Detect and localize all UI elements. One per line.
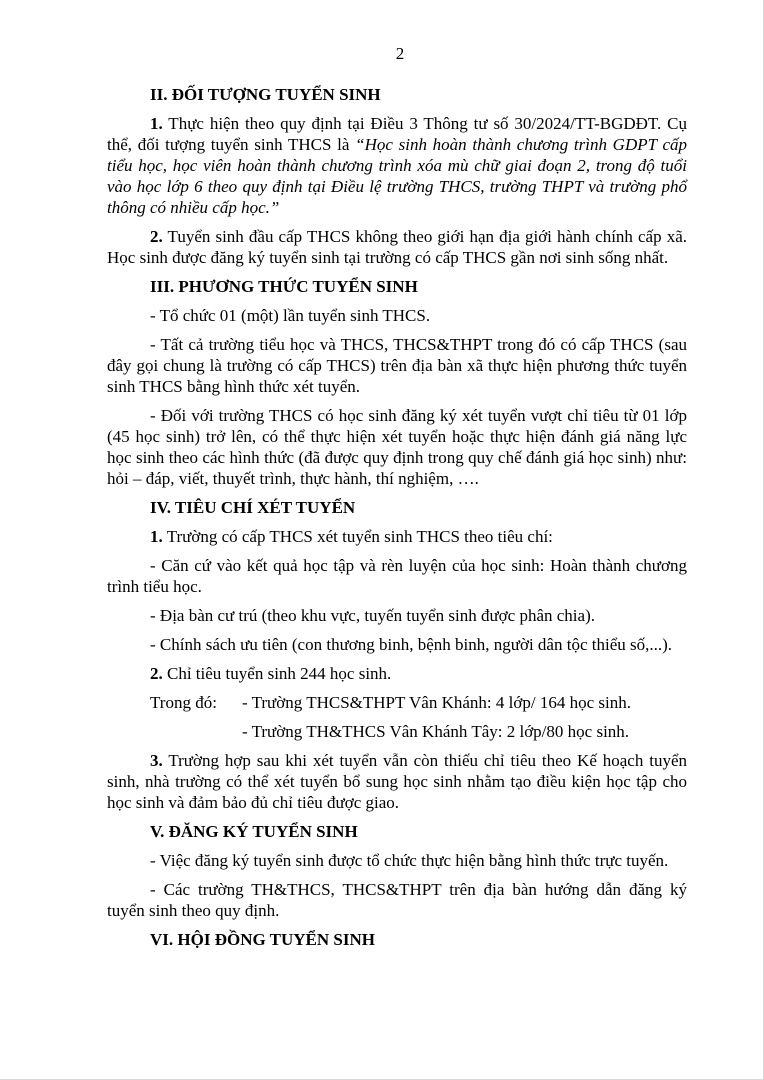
list-item: - Đối với trường THCS có học sinh đăng ký xét tuyển vượt chỉ tiêu từ 01 lớp (45 học sinh) trở lên, có thể thực hiện xét tuyển hoặc thực hiện đánh giá năng lực học sinh theo các hình thức (đã được quy định trong quy chế đánh giá học sinh) như: hỏi – đáp, viết, thuyết trình, thực hành, thí nghiệm, …. <box>107 406 687 488</box>
list-item: - Các trường TH&THCS, THCS&THPT trên địa bàn hướng dẫn đăng ký tuyển sinh theo quy định. <box>107 880 687 920</box>
section-heading-hoi-dong: VI. HỘI ĐỒNG TUYỂN SINH <box>150 930 375 949</box>
quota-label: Trong đó: <box>150 693 217 712</box>
section-heading-phuong-thuc: III. PHƯƠNG THỨC TUYỂN SINH <box>150 277 418 296</box>
paragraph-text: Trường có cấp THCS xét tuyển sinh THCS theo tiêu chí: <box>162 527 553 546</box>
paragraph-doi-tuong-1 <box>107 113 687 218</box>
quota-value: - Trường THCS&THPT Vân Khánh: 4 lớp/ 164 học sinh. <box>242 693 631 712</box>
page-number: 2 <box>395 44 405 63</box>
paragraph-text: Thực hiện theo quy định tại Điều 3 Thông tư số 30/2024/TT-BGDĐT. Cụ thể, đối tượng tuyển sinh THCS là <box>107 114 687 154</box>
quota-row-2 <box>107 721 687 742</box>
section-heading-tieu-chi: IV. TIÊU CHÍ XÉT TUYỂN <box>150 498 356 517</box>
paragraph-text: Chỉ tiêu tuyển sinh 244 học sinh. <box>162 664 392 683</box>
section-heading-dang-ky: V. ĐĂNG KÝ TUYỂN SINH <box>150 822 358 841</box>
list-item: - Tổ chức 01 (một) lần tuyển sinh THCS. <box>150 306 431 325</box>
quoted-regulation: “Học sinh hoàn thành chương trình GDPT cấp tiểu học, học viên hoàn thành chương trình xóa mù chữ giai đoạn 2, trong độ tuổi vào học lớp 6 theo quy định tại Điều lệ trường THCS, trường THPT và trường phổ thông có nhiều cấp học.” <box>107 135 688 217</box>
criteria-item: - Chính sách ưu tiên (con thương binh, bệnh binh, người dân tộc thiểu số,...). <box>150 635 673 654</box>
quota-row-1 <box>107 692 687 713</box>
paragraph-tieu-chi-2 <box>107 663 687 684</box>
paragraph-text: Tuyển sinh đầu cấp THCS không theo giới hạn địa giới hành chính cấp xã. Học sinh được đăng ký tuyển sinh tại trường có cấp THCS gần nơi sinh sống nhất. <box>107 227 687 267</box>
paragraph-number: 2. <box>150 227 163 246</box>
criteria-item: - Địa bàn cư trú (theo khu vực, tuyến tuyển sinh được phân chia). <box>150 606 595 625</box>
document-body <box>107 84 687 950</box>
list-item: - Tất cả trường tiểu học và THCS, THCS&THPT trong đó có cấp THCS (sau đây gọi chung là trường có cấp THCS) trên địa bàn xã thực hiện phương thức tuyển sinh THCS bằng hình thức xét tuyển. <box>107 335 687 396</box>
quota-value: - Trường TH&THCS Vân Khánh Tây: 2 lớp/80 học sinh. <box>242 722 630 741</box>
paragraph-tieu-chi-3 <box>107 750 687 813</box>
quota-label-spacer <box>107 721 242 742</box>
paragraph-doi-tuong-2 <box>107 226 687 268</box>
criteria-item: - Căn cứ vào kết quả học tập và rèn luyện của học sinh: Hoàn thành chương trình tiểu học. <box>107 556 687 596</box>
paragraph-tieu-chi-1 <box>107 526 687 547</box>
section-heading-doi-tuong: II. ĐỐI TƯỢNG TUYỂN SINH <box>150 85 381 104</box>
paragraph-number: 1. <box>150 527 163 546</box>
paragraph-number: 3. <box>150 751 163 770</box>
paragraph-text: Trường hợp sau khi xét tuyển vẫn còn thiếu chỉ tiêu theo Kế hoạch tuyển sinh, nhà trường có thể xét tuyển bổ sung học sinh nhằm tạo điều kiện học tập cho học sinh và đảm bảo đủ chỉ tiêu được giao. <box>107 751 687 812</box>
list-item: - Việc đăng ký tuyển sinh được tổ chức thực hiện bằng hình thức trực tuyến. <box>150 851 669 870</box>
paragraph-number: 2. <box>150 664 163 683</box>
paragraph-number: 1. <box>150 114 163 133</box>
